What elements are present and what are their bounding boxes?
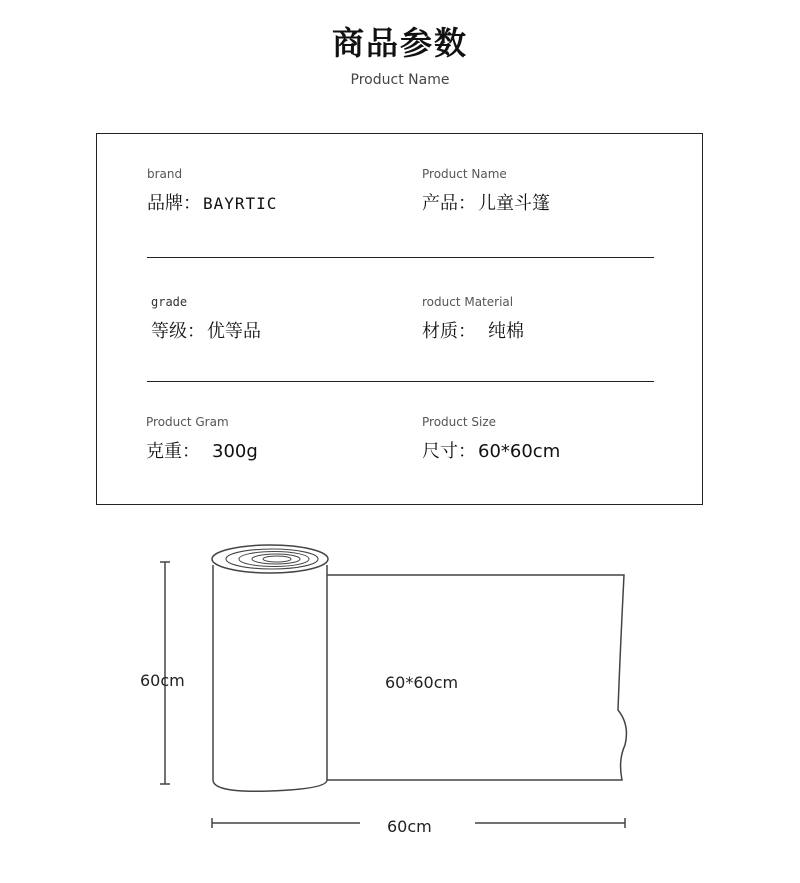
spec-material-value: 纯棉 [488, 321, 524, 342]
spec-material-en: roduct Material [422, 295, 514, 309]
spec-brand-label: 品牌： [147, 193, 201, 214]
spec-brand-zh [147, 189, 277, 215]
spec-size-en: Product Size [422, 415, 497, 429]
spec-brand-en: brand [147, 167, 183, 181]
page-title: 商品参数 [331, 24, 468, 62]
spec-divider [147, 381, 654, 382]
spec-table [96, 133, 703, 505]
spec-product-name-value: 儿童斗篷 [478, 193, 550, 214]
unrolled-sheet-outline [327, 575, 626, 780]
spec-material [422, 295, 524, 343]
roll-body-outline [213, 565, 327, 791]
spec-brand [147, 167, 277, 215]
spec-grade [151, 295, 261, 343]
spec-product-name-en: Product Name [422, 167, 507, 181]
spec-brand-value: BAYRTIC [203, 194, 278, 213]
spec-product-name-label: 产品： [422, 193, 476, 214]
spec-divider [147, 257, 654, 258]
page-subtitle: Product Name [350, 72, 450, 88]
spec-size-value: 60*60cm [478, 441, 561, 462]
spec-size-zh [422, 437, 560, 463]
spec-material-zh [422, 317, 524, 343]
spec-gram-value: 300g [212, 441, 258, 462]
height-dimension-label: 60cm [140, 671, 185, 690]
spec-gram [146, 415, 258, 463]
width-dimension-label: 60cm [387, 817, 432, 836]
towel-roll-drawing [120, 535, 680, 855]
spec-grade-zh [151, 317, 261, 343]
spec-gram-zh [146, 437, 258, 463]
spec-size-label: 尺寸： [422, 441, 476, 462]
spec-gram-label: 克重： [146, 441, 200, 462]
spec-grade-value: 优等品 [207, 321, 261, 342]
spec-material-label: 材质： [422, 321, 476, 342]
spec-product-name [422, 167, 550, 215]
spec-product-name-zh [422, 189, 550, 215]
spec-size [422, 415, 560, 463]
spec-gram-en: Product Gram [146, 415, 229, 429]
size-center-label: 60*60cm [385, 673, 459, 692]
spec-grade-en: grade [151, 295, 188, 309]
product-size-illustration [120, 535, 680, 855]
spec-grade-label: 等级： [151, 321, 205, 342]
